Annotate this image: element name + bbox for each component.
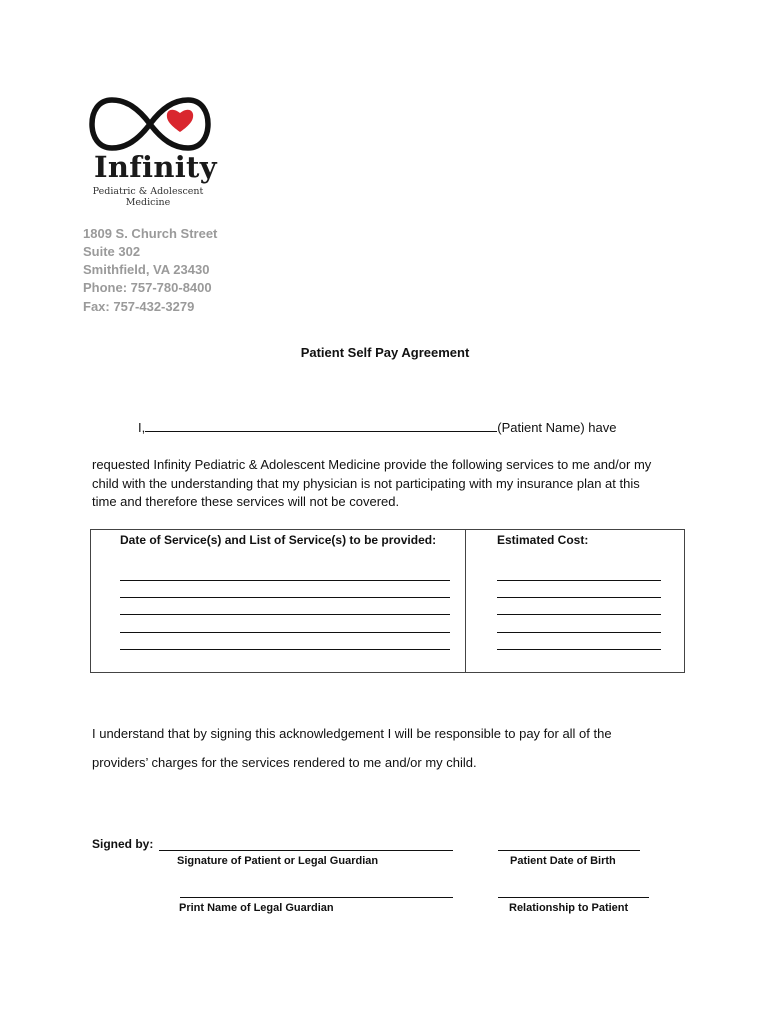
clinic-name: Infinity [94, 150, 217, 184]
signature-field[interactable] [159, 850, 453, 851]
acknowledge-line: I understand that by signing this acknowledgement I will be responsible to pay for all of the [92, 726, 612, 741]
address-street: 1809 S. Church Street [83, 226, 218, 241]
cost-line[interactable] [497, 649, 661, 650]
signature-caption: Signature of Patient or Legal Guardian [177, 855, 379, 867]
service-line[interactable] [120, 614, 450, 615]
agreement-paragraph [92, 456, 651, 512]
clinic-subtitle-line1: Pediatric & Adolescent [92, 186, 204, 197]
paragraph-line: time and therefore these services will not be covered. [92, 494, 400, 509]
address-phone: Phone: 757-780-8400 [83, 280, 212, 295]
patient-name-field[interactable] [145, 418, 497, 432]
clinic-subtitle [92, 186, 204, 208]
cost-header: Estimated Cost: [497, 533, 589, 547]
cost-line[interactable] [497, 632, 661, 633]
form-title: Patient Self Pay Agreement [300, 345, 470, 360]
relationship-caption: Relationship to Patient [509, 902, 629, 914]
acknowledge-line: providers’ charges for the services rendered to me and/or my child. [92, 755, 477, 770]
paragraph-line: child with the understanding that my physician is not participating with my insurance plan at this [92, 475, 640, 491]
service-line[interactable] [120, 597, 450, 598]
service-line[interactable] [120, 580, 450, 581]
cost-line[interactable] [497, 614, 661, 615]
print-name-field[interactable] [180, 897, 453, 898]
cost-line[interactable] [497, 580, 661, 581]
patient-name-row [138, 418, 616, 435]
services-header: Date of Service(s) and List of Service(s) to be provided: [120, 533, 437, 547]
address-city: Smithfield, VA 23430 [83, 262, 210, 277]
date-of-birth-field[interactable] [498, 850, 640, 851]
signed-by-label: Signed by: [92, 837, 154, 851]
service-line[interactable] [120, 632, 450, 633]
dob-caption: Patient Date of Birth [510, 855, 616, 867]
services-table [90, 529, 685, 673]
intro-suffix: (Patient Name) have [497, 420, 617, 435]
infinity-heart-icon [88, 94, 213, 154]
services-table-divider [465, 529, 466, 673]
clinic-subtitle-line2: Medicine [125, 197, 171, 208]
intro-prefix: I, [138, 420, 146, 435]
relationship-field[interactable] [498, 897, 649, 898]
service-line[interactable] [120, 649, 450, 650]
address-suite: Suite 302 [83, 244, 141, 259]
print-name-caption: Print Name of Legal Guardian [179, 902, 334, 914]
cost-line[interactable] [497, 597, 661, 598]
paragraph-line: requested Infinity Pediatric & Adolescent Medicine provide the following services to me and/or my [92, 457, 652, 472]
address-fax: Fax: 757-432-3279 [83, 299, 195, 314]
